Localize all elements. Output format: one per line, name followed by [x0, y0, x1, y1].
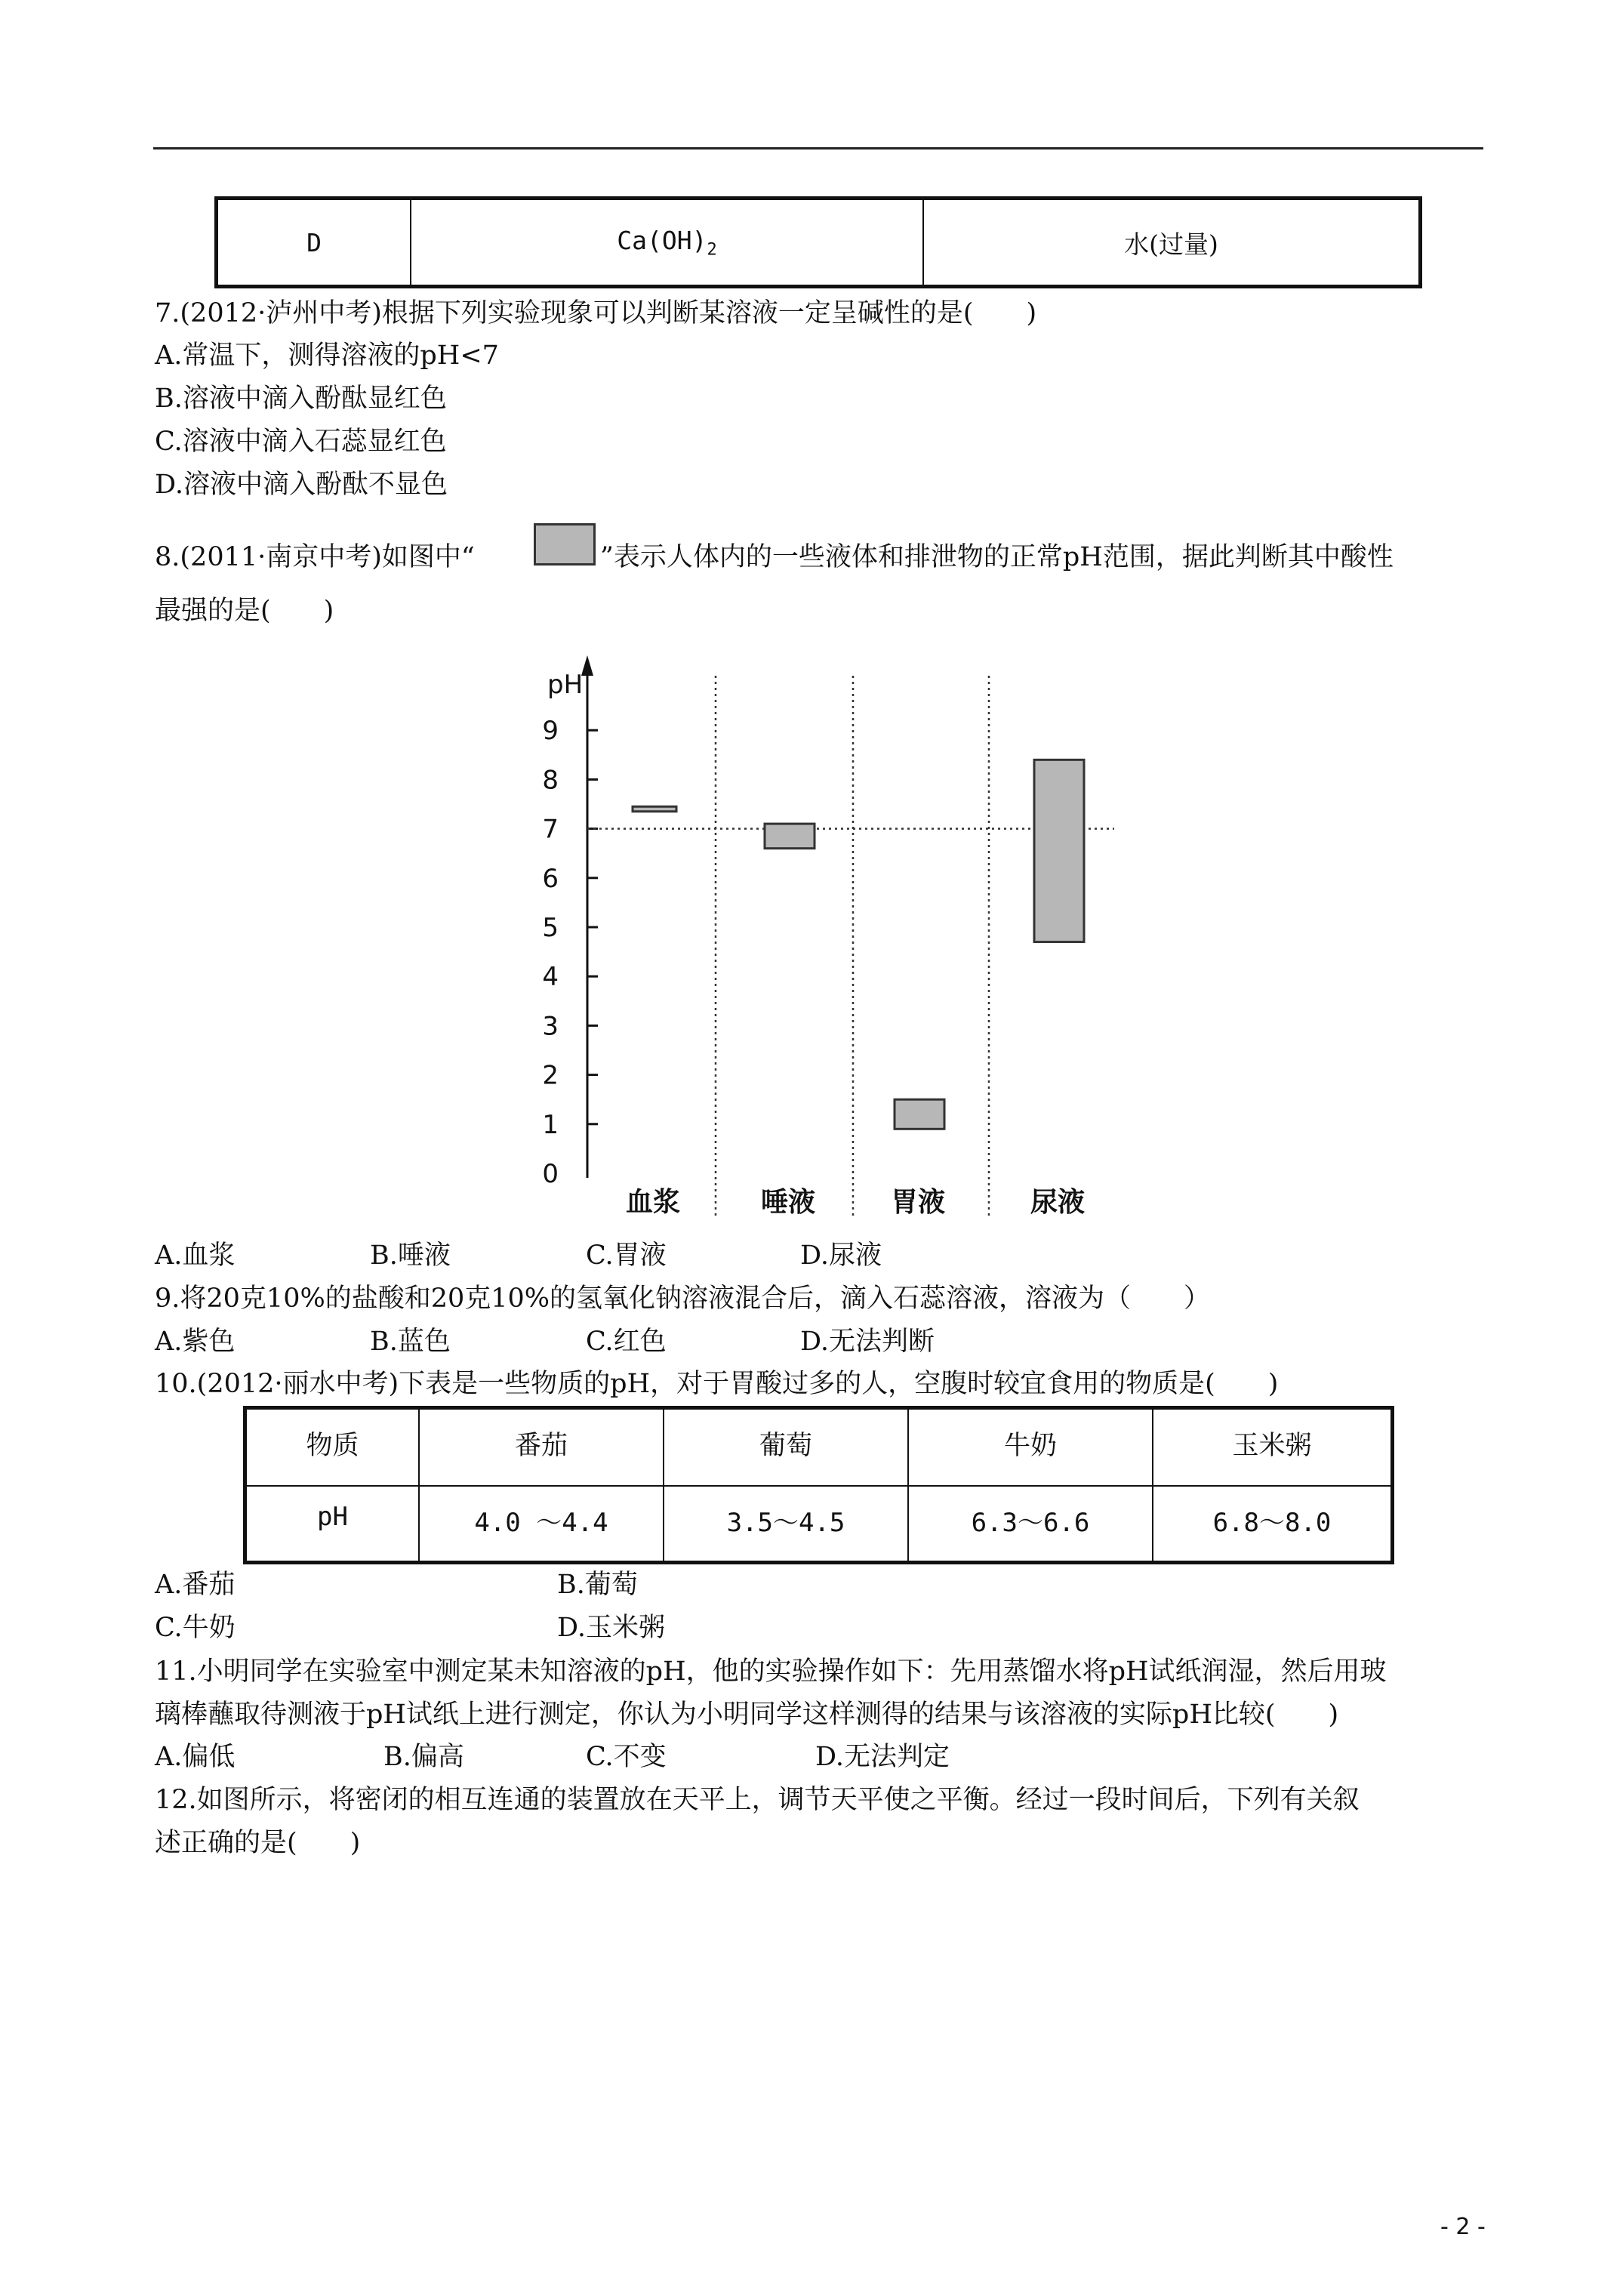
y-tick-label: 5: [542, 913, 559, 943]
table-header: 葡萄: [664, 1408, 908, 1486]
ph-table: [243, 1406, 1394, 1564]
q11-option-a: A.偏低: [155, 1742, 236, 1772]
table-cell: 6.3～6.6: [908, 1486, 1153, 1563]
range-bar: [633, 806, 676, 812]
category-label: 唾液: [760, 1187, 816, 1218]
table-row: [245, 1408, 1393, 1486]
y-tick-label: 7: [542, 814, 559, 845]
formula-subscript: 2: [707, 240, 717, 260]
q11-option-b: B.偏高: [383, 1742, 464, 1772]
table-cell: D: [217, 199, 411, 287]
table-header: 牛奶: [908, 1408, 1153, 1486]
q11-line1: 11.小明同学在实验室中测定某未知溶液的pH，他的实验操作如下：先用蒸馏水将pH试纸润湿，然后用玻: [155, 1657, 1387, 1687]
q7-stem: 7.(2012·泸州中考)根据下列实验现象可以判断某溶液一定呈碱性的是( ): [155, 298, 1037, 328]
q10-option-c: C.牛奶: [155, 1613, 236, 1643]
q8-option-b: B.唾液: [370, 1240, 451, 1271]
q10-option-a: A.番茄: [155, 1570, 236, 1600]
table-cell: 6.8～8.0: [1153, 1486, 1393, 1563]
table-header: 物质: [245, 1408, 420, 1486]
y-tick-label: 0: [542, 1159, 559, 1189]
category-label: 血浆: [625, 1187, 681, 1218]
q12-line2: 述正确的是( ): [155, 1828, 361, 1858]
range-bar: [895, 1099, 944, 1129]
chart-group: [542, 655, 1114, 1218]
y-tick-label: 8: [542, 765, 559, 796]
table-cell: 水(过量): [923, 199, 1421, 287]
table-cell: 3.5～4.5: [664, 1486, 908, 1563]
category-label: 尿液: [1030, 1187, 1086, 1218]
y-axis-label: pH: [547, 670, 584, 700]
y-tick-label: 3: [542, 1011, 559, 1042]
q9-option-c: C.红色: [586, 1327, 667, 1357]
y-axis-arrow: [581, 655, 593, 676]
q8-stem-line2: 最强的是( ): [155, 596, 334, 626]
table-header: 番茄: [419, 1408, 664, 1486]
q9-option-d: D.无法判断: [800, 1327, 935, 1357]
q12-line1: 12.如图所示，将密闭的相互连通的装置放在天平上，调节天平使之平衡。经过一段时间后，下列有关叙: [155, 1785, 1360, 1815]
q10-option-b: B.葡萄: [557, 1570, 638, 1600]
formula-text: Ca(OH): [617, 225, 707, 255]
q11-line2: 璃棒蘸取待测液于pH试纸上进行测定，你认为小明同学这样测得的结果与该溶液的实际pH比较( ): [155, 1700, 1339, 1730]
table-cell: 4.0 ～4.4: [419, 1486, 664, 1563]
q8-option-c: C.胃液: [586, 1240, 667, 1271]
q11-option-d: D.无法判定: [815, 1742, 950, 1772]
q8-option-d: D.尿液: [800, 1240, 882, 1271]
q8-stem-part1: 8.(2011·南京中考)如图中“: [155, 542, 475, 572]
range-bar: [1034, 760, 1084, 942]
table-cell: pH: [245, 1486, 420, 1563]
page-number: - 2 -: [1440, 2214, 1486, 2240]
q7-option-d: D.溶液中滴入酚酞不显色: [155, 470, 448, 500]
q10-option-d: D.玉米粥: [557, 1613, 665, 1643]
q8-option-a: A.血浆: [155, 1240, 236, 1271]
q9-stem: 9.将20克10%的盐酸和20克10%的氢氧化钠溶液混合后，滴入石蕊溶液，溶液为（ ）: [155, 1284, 1211, 1314]
q11-option-c: C.不变: [586, 1742, 667, 1772]
q8-stem-part2: ”表示人体内的一些液体和排泄物的正常pH范围，据此判断其中酸性: [600, 542, 1394, 572]
y-tick-label: 4: [542, 962, 559, 993]
range-bar: [765, 824, 815, 849]
q10-stem: 10.(2012·丽水中考)下表是一些物质的pH，对于胃酸过多的人，空腹时较宜食用的物质是( ): [155, 1369, 1279, 1399]
q7-option-b: B.溶液中滴入酚酞显红色: [155, 384, 447, 414]
q7-option-c: C.溶液中滴入石蕊显红色: [155, 427, 447, 457]
q9-option-a: A.紫色: [155, 1327, 236, 1357]
q9-option-b: B.蓝色: [370, 1327, 451, 1357]
table-row: [245, 1486, 1393, 1563]
y-tick-label: 2: [542, 1060, 559, 1091]
y-tick-label: 9: [542, 716, 559, 747]
q7-option-a: A.常温下，测得溶液的pH<7: [155, 341, 499, 371]
y-tick-label: 1: [542, 1109, 559, 1140]
table-header: 玉米粥: [1153, 1408, 1393, 1486]
y-tick-label: 6: [542, 863, 559, 894]
category-label: 胃液: [890, 1187, 946, 1218]
